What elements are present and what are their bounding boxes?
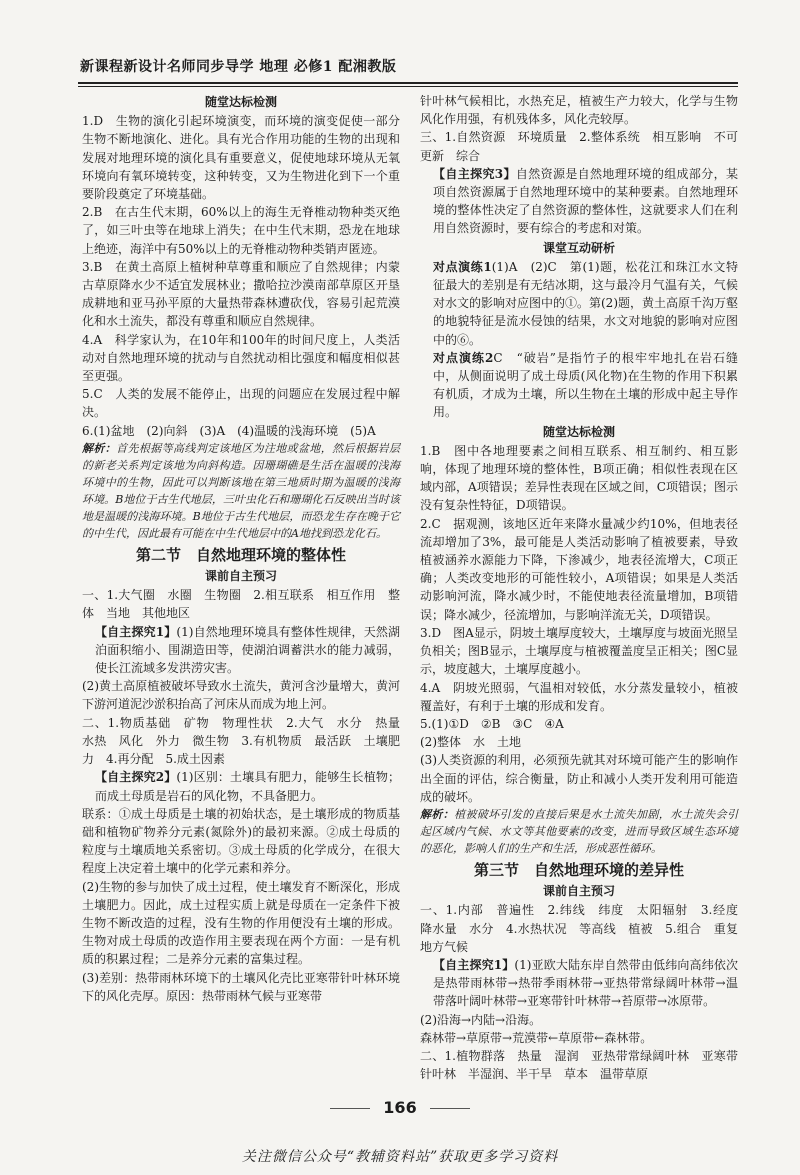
left-column — [82, 92, 413, 1005]
page-number: 166 — [383, 1098, 417, 1117]
answer-paragraph: 4.A 阴坡光照弱，气温相对较低，水分蒸发量较小，植被覆盖好，有利于土壤的形成和发育。 — [420, 680, 738, 713]
analysis-text: 首先根据等高线判定该地区为注地或盆地，然后根据岩层的新老关系判定该地为向斜构造。因珊瑚礁是生活在温暖的浅海环境中的生物，因此可以判断该地在第三地质时期为温暖的浅海环境。B地位于古生代地层，三叶虫化石和珊瑚化石反映出当时该地是温暖的浅海环境。B地位于古生代地层，而恐龙生存在晚于它的中生代，因此最有可能在中生代地层中的A地找到恐龙化石。 — [82, 441, 401, 540]
section-subheading: 随堂达标检测 — [204, 95, 277, 109]
exercise-label: 【自主探究1】 — [433, 957, 515, 972]
exercise-paragraph — [420, 165, 738, 238]
answer-paragraph: 针叶林气候相比，水热充足，植被生产力较大，化学与生物风化作用强，有机残体多，风化壳较厚。 — [420, 94, 738, 127]
section-subheading: 随堂达标检测 — [542, 424, 615, 439]
exercise-label: 【自主探究3】 — [433, 166, 516, 181]
answer-paragraph: 1.D 生物的演化引起环境演变，而环境的演变促使一部分生物不断地演化、进化。具有光合作用功能的生物的出现和发展对地理环境的演化具有重要意义，促使地球环境从无氧环境向有氧环境转变，这种转变，又为生物进化到下一个重要阶段奠定了环境基础。 — [82, 114, 400, 202]
answer-paragraph: 2.B 在古生代末期，60%以上的海生无脊椎动物种类灭绝了，如三叶虫等在地球上消失；在中生代末期，恐龙在地球上绝迹，海洋中有50%以上的无脊椎动物种类销声匿迹。 — [82, 205, 400, 256]
answer-paragraph: 4.A 科学家认为，在10年和100年的时间尺度上，人类活动对自然地理环境的扰动与自然扰动相比强度和幅度相似甚至更强。 — [82, 332, 400, 384]
exercise-text: 自然资源是自然地理环境的组成部分，某项自然资源属于自然地理环境中的某种要素。自然地理环境的整体性决定了自然资源的整体性，这就要求人们在利用自然资源时，要有综合的考虑和对策。 — [433, 166, 738, 236]
answer-paragraph: (2)整体 水 土地 — [420, 735, 521, 750]
section-subheading: 课堂互动研析 — [542, 240, 615, 255]
section-subheading: 课前自主预习 — [542, 884, 615, 899]
answer-paragraph: 5.C 人类的发展不能停止，出现的问题应在发展过程中解决。 — [82, 387, 400, 420]
answer-paragraph: (3)人类资源的利用，必须预先就其对环境可能产生的影响作出全面的评估，综合衡量，防止和减小人类开发利用可能造成的破坏。 — [420, 753, 738, 804]
running-header: 新课程新设计名师同步导学 地理 必修1 配湘教版 — [80, 59, 397, 75]
answer-paragraph: 5.(1)①D ②B ③C ④A — [420, 716, 564, 731]
exercise-text: (1)亚欧大陆东岸自然带由低纬向高纬依次是热带雨林带→热带季雨林带→亚热带常绿阔叶林带→温带落叶阔叶林带→亚寒带针叶林带→苔原带→冰原带。 — [433, 957, 739, 1009]
answer-paragraph: 3.D 图A显示，阴坡土壤厚度较大，土壤厚度与坡面光照呈负相关；图B显示，土壤厚度与植被覆盖度呈正相关；图C显示，坡度越大，土壤厚度越小。 — [420, 625, 739, 677]
header-rule — [78, 82, 738, 84]
section-subheading: 课前自主预习 — [204, 569, 277, 584]
section-heading: 第三节 自然地理环境的差异性 — [473, 860, 684, 879]
answer-paragraph: 1.B 图中各地理要素之间相互联系、相互制约、相互影响，体现了地理环境的整体性，B项正确；相似性表现在区域内部，A项错误；差异性表现在区域之间，C项错误；图示没有复杂性特征，D项错误。 — [420, 443, 738, 513]
exercise-label: 【自主探究2】 — [95, 770, 177, 785]
exercise-text: (1)自然地理环境具有整体性规律，天然湖泊面积缩小、围湖造田等，使湖泊调蓄洪水的能力减弱，使长江流域多发洪涝灾害。 — [95, 624, 401, 676]
exercise-paragraph — [420, 349, 738, 422]
exercise-paragraph — [82, 768, 400, 804]
answer-paragraph: (3)差别：热带雨林环境下的土壤风化壳比亚寒带针叶林环境下的风化壳厚。原因：热带雨林气候与亚寒带 — [82, 970, 400, 1003]
answer-paragraph: 3.B 在黄土高原上植树种草尊重和顺应了自然规律；内蒙古草原降水少不适宜发展林业；撒哈拉沙漠南部草原区开垦成耕地和亚马孙平原的大量热带森林遭砍伐，容易引起荒漠化和水土流失，都没有尊重和顺应自然规律。 — [82, 259, 400, 329]
answer-paragraph: 二、1.物质基础 矿物 物理性状 2.大气 水分 热量 水热 风化 外力 微生物 3.有机物质 最活跃 土壤肥力 4.再分配 5.成土因素 — [82, 715, 413, 767]
header-rule-thin — [78, 86, 738, 87]
answer-paragraph: (2)黄土高原植被破坏导致水土流失，黄河含沙量增大，黄河下游河道泥沙淤积抬高了河床从而成为地上河。 — [82, 679, 400, 712]
analysis-label: 解析： — [82, 441, 117, 455]
analysis-label: 解析： — [420, 807, 455, 821]
exercise-text: (1)区别：土壤具有肥力，能够生长植物；而成土母质是岩石的风化物，不具备肥力。 — [95, 770, 401, 803]
answer-paragraph: 联系：①成土母质是土壤的初始状态，是土壤形成的物质基础和植物矿物养分元素(氮除外)的最初来源。②成土母质的粒度与土壤质地关系密切。③成土母质的化学成分，在很大程度上决定着土壤中的化学元素和养分。 — [82, 806, 400, 876]
answer-paragraph: 森林带→草原带→荒漠带←草原带←森林带。 — [420, 1030, 653, 1045]
analysis-paragraph — [82, 440, 400, 542]
footer-watermark: 关注微信公众号“教辅资料站”获取更多学习资料 — [241, 1149, 559, 1165]
analysis-text: 植被破坏引发的直接后果是水土流失加剧，水土流失会引起区域内气候、水文等其他要素的改变，进而导致区域生态环境的恶化，影响人们的生产和生活，形成恶性循环。 — [420, 807, 739, 855]
exercise-label: 【自主探究1】 — [95, 624, 177, 639]
exercise-paragraph — [420, 258, 738, 349]
answer-paragraph: (2)沿海→内陆→沿海。 — [420, 1012, 542, 1027]
answer-paragraph: (2)生物的参与加快了成土过程，使土壤发育不断深化，形成土壤肥力。因此，成土过程实质上就是母质在一定条件下被生物不断改造的过程，没有生物的作用便没有土壤的形成。生物对成土母质的改造作用主要表现在两个方面：一是有机质的积累过程；二是养分元素的富集过程。 — [82, 879, 400, 967]
analysis-paragraph — [420, 806, 738, 857]
answer-paragraph: 2.C 据观测，该地区近年来降水量减少约10%，但地表径流却增加了3%，最可能是人类活动影响了植被要素，导致植被涵养水源能力下降，下渗减少，地表径流增大，C项正确；人类改变地形的可能性较小，A项错误；如果是人类活动影响河流，降水减少时，不能使地表径流量增加，B项错误；降水减少，径流增加，与影响洋流无关，D项错误。 — [420, 516, 738, 622]
right-column — [420, 92, 751, 1083]
answer-paragraph: 6.(1)盆地 (2)向斜 (3)A (4)温暖的浅海环境 (5)A — [82, 423, 376, 438]
exercise-label: 对点演练1 — [433, 259, 492, 274]
exercise-text: (1)A (2)C 第(1)题，松花江和珠江水文特征最大的差别是有无结冰期，这与最冷月气温有关，气候对水文的影响对应图中的①。第(2)题，黄土高原千沟万壑的地貌特征是流水侵蚀的结果，水文对地貌的影响对应图中的⑥。 — [433, 259, 739, 347]
page-number-rule-right — [430, 1108, 470, 1109]
answer-paragraph: 一、1.大气圈 水圈 生物圈 2.相互联系 相互作用 整体 当地 其他地区 — [82, 588, 400, 621]
exercise-text: C “破岩”是指竹子的根牢牢地扎在岩石缝中，从侧面说明了成土母质(风化物)在生物的作用下积累有机质，才成为土壤，所以生物在土壤的形成中起主导作用。 — [433, 350, 738, 420]
answer-paragraph: 二、1.植物群落 热量 湿润 亚热带常绿阔叶林 亚寒带针叶林 半湿润、半干旱 草本 温带草原 — [420, 1048, 738, 1082]
exercise-paragraph — [82, 623, 400, 678]
exercise-paragraph — [420, 956, 738, 1011]
exercise-label: 对点演练2 — [433, 350, 494, 365]
answer-paragraph: 一、1.内部 普遍性 2.纬线 纬度 太阳辐射 3.经度 降水量 水分 4.水热状况 等高线 植被 5.组合 重复 地方气候 — [420, 903, 751, 954]
answer-paragraph: 三、1.自然资源 环境质量 2.整体系统 相互影响 不可更新 综合 — [420, 130, 738, 163]
section-heading: 第二节 自然地理环境的整体性 — [135, 545, 346, 564]
